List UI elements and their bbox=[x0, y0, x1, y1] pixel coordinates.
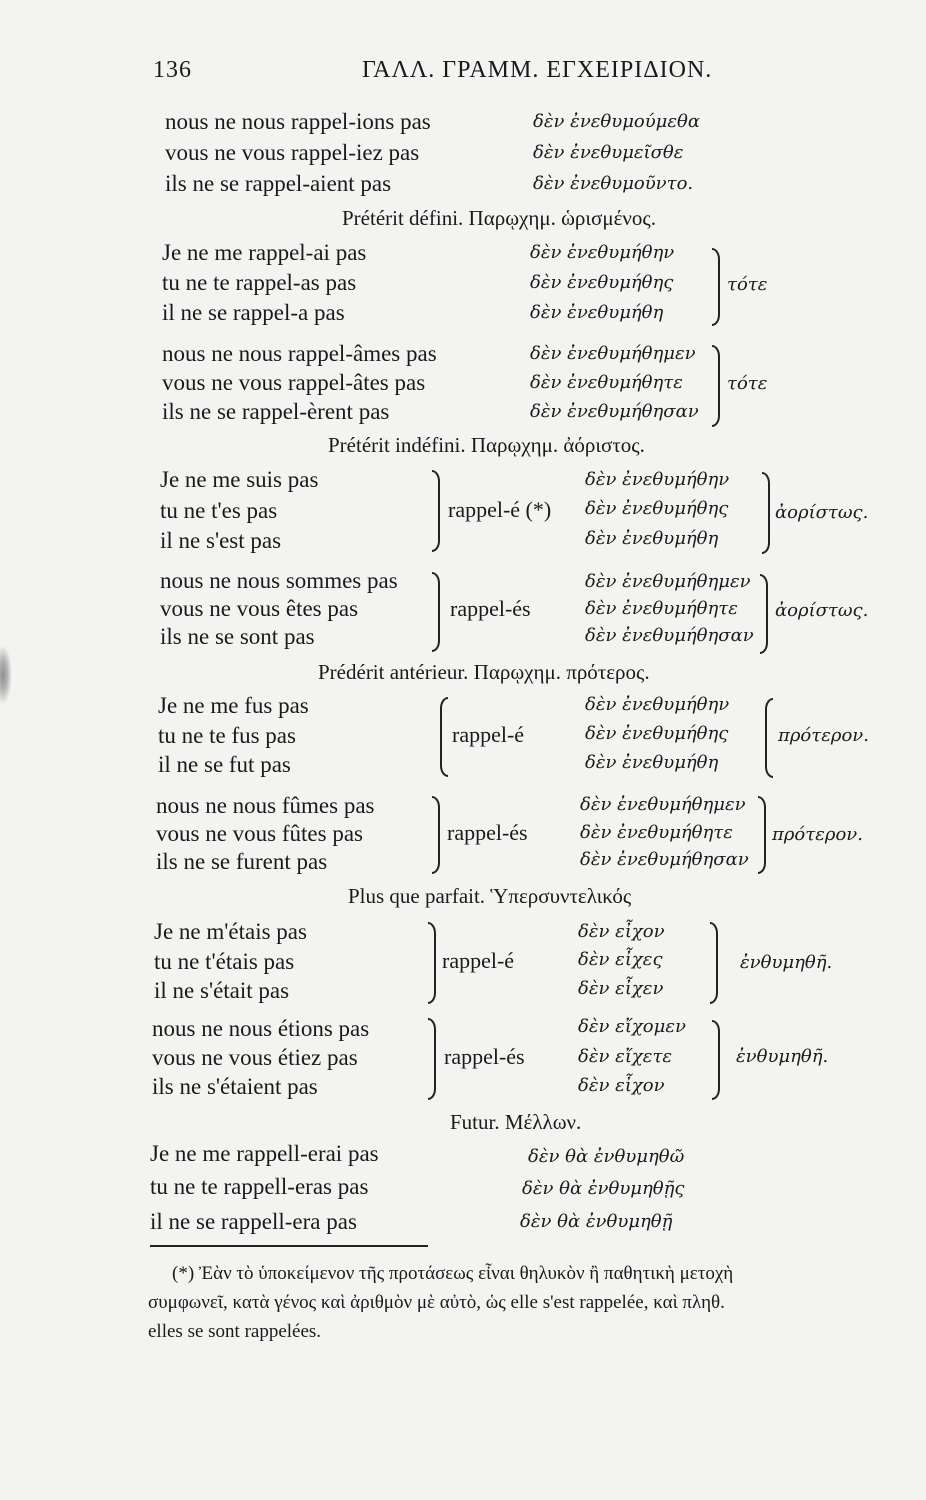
gr-line: δὲν εἴχετε bbox=[578, 1046, 673, 1067]
gr-line: δὲν ἐνεθυμήθην bbox=[585, 469, 730, 490]
gr-line: δὲν ἐνεθυμήθησαν bbox=[580, 849, 749, 870]
fr-line: nous ne nous rappel-âmes pas bbox=[162, 341, 437, 366]
page-number: 136 bbox=[153, 57, 192, 83]
gr-line: δὲν θὰ ἐνθυμηθῶ bbox=[528, 1146, 685, 1167]
right-brace bbox=[762, 472, 770, 554]
fr-line: tu ne te rappell-eras pas bbox=[150, 1174, 369, 1199]
section-heading: Prédérit antérieur. Παρῳχημ. πρότερος. bbox=[318, 660, 650, 684]
gr-line: δὲν ἐνεθυμήθητε bbox=[580, 822, 733, 843]
fr-line: ils ne se furent pas bbox=[156, 849, 328, 874]
right-brace bbox=[758, 796, 766, 874]
gr-line: δὲν ἐνεθυμήθησαν bbox=[585, 625, 754, 646]
participle: rappel-és bbox=[447, 820, 528, 845]
fr-line: il ne s'est pas bbox=[160, 528, 282, 553]
footnote-rule bbox=[150, 1245, 428, 1247]
running-title: ΓΑΛΛ. ΓΡΑΜΜ. ΕΓΧΕΙΡΙΔΙΟΝ. bbox=[362, 57, 713, 83]
gr-line: δὲν θὰ ἐνθυμηθῇ bbox=[520, 1211, 673, 1232]
gr-line: δὲν ἐνεθυμήθημεν bbox=[580, 794, 746, 815]
right-brace bbox=[428, 922, 436, 1004]
gr-line: δὲν ἐνεθυμεῖσθε bbox=[533, 142, 684, 163]
fr-line: Je ne me rappel-ai pas bbox=[162, 240, 367, 265]
gr-line: δὲν ἐνεθυμούμεθα bbox=[533, 111, 701, 132]
gr-line: δὲν ἐνεθυμοῦντο. bbox=[533, 173, 694, 194]
participle: rappel-és bbox=[444, 1044, 525, 1069]
right-brace bbox=[710, 922, 718, 1004]
adverb: ἐνθυμηθῆ. bbox=[736, 1046, 829, 1067]
fr-line: il ne se fut pas bbox=[158, 752, 291, 777]
gr-line: δὲν ἐνεθυμήθην bbox=[585, 694, 730, 715]
participle: rappel-és bbox=[450, 596, 531, 621]
fr-line: vous ne vous étiez pas bbox=[152, 1045, 358, 1070]
gr-line: δὲν ἐνεθυμήθησαν bbox=[530, 401, 699, 422]
participle: rappel-é bbox=[452, 722, 525, 747]
footnote-line: (*) Ἐὰν τὸ ὑποκείμενον τῆς προτάσεως εἶναι θηλυκὸν ἢ παθητικὴ μετοχὴ bbox=[172, 1263, 734, 1284]
right-brace bbox=[428, 1018, 436, 1100]
fr-line: ils ne se sont pas bbox=[160, 624, 315, 649]
fr-line: il ne s'était pas bbox=[154, 978, 290, 1003]
right-brace bbox=[432, 572, 440, 652]
adverb: τότε bbox=[727, 373, 768, 394]
gr-line: δὲν ἐνεθυμήθης bbox=[530, 272, 674, 293]
left-brace bbox=[765, 698, 773, 778]
fr-line: Je ne me fus pas bbox=[158, 693, 309, 718]
gr-line: δὲν ἐνεθυμήθη bbox=[530, 302, 664, 323]
page-smudge bbox=[0, 645, 12, 705]
adverb: πρότερον. bbox=[772, 824, 863, 845]
fr-line: nous ne nous fûmes pas bbox=[156, 793, 375, 818]
participle: rappel-é bbox=[442, 948, 515, 973]
fr-line: tu ne te fus pas bbox=[158, 723, 296, 748]
fr-line: ils ne s'étaient pas bbox=[152, 1074, 318, 1099]
fr-line: il ne se rappel-a pas bbox=[162, 300, 345, 325]
fr-line: Je ne me rappell-erai pas bbox=[150, 1141, 379, 1166]
fr-line: tu ne te rappel-as pas bbox=[162, 270, 357, 295]
fr-line: vous ne vous fûtes pas bbox=[156, 821, 363, 846]
fr-line: nous ne nous sommes pas bbox=[160, 568, 398, 593]
adverb: πρότερον. bbox=[778, 725, 869, 746]
section-heading: Prétérit indéfini. Παρῳχημ. ἀόριστος. bbox=[328, 433, 645, 457]
fr-line: vous ne vous êtes pas bbox=[160, 596, 359, 621]
gr-line: δὲν ἐνεθυμήθη bbox=[585, 752, 719, 773]
gr-line: δὲν ἐνεθυμήθης bbox=[585, 723, 729, 744]
fr-line: nous ne nous rappel-ions pas bbox=[165, 109, 431, 134]
fr-line: nous ne nous étions pas bbox=[152, 1016, 370, 1041]
gr-line: δὲν εἶχον bbox=[578, 1075, 665, 1096]
section-heading: Futur. Μέλλων. bbox=[450, 1110, 582, 1134]
fr-line: il ne se rappell-era pas bbox=[150, 1209, 357, 1234]
footnote-line: elles se sont rappelées. bbox=[148, 1321, 322, 1342]
adverb: ἐνθυμηθῆ. bbox=[740, 952, 833, 973]
gr-line: δὲν εἴχομεν bbox=[578, 1016, 686, 1037]
gr-line: δὲν ἐνεθυμήθημεν bbox=[585, 571, 751, 592]
gr-line: δὲν ἐνεθυμήθητε bbox=[530, 372, 683, 393]
gr-line: δὲν εἶχον bbox=[578, 921, 665, 942]
adverb: ἀορίστως. bbox=[775, 502, 869, 523]
participle: rappel-é (*) bbox=[448, 497, 552, 522]
gr-line: δὲν ἐνεθυμήθητε bbox=[585, 598, 738, 619]
section-heading: Plus que parfait. Ὑπερσυντελικός bbox=[348, 884, 632, 908]
right-brace bbox=[432, 470, 440, 552]
gr-line: δὲν θὰ ἐνθυμηθῇς bbox=[522, 1178, 685, 1199]
gr-line: δὲν ἐνεθυμήθημεν bbox=[530, 343, 696, 364]
right-brace bbox=[712, 1020, 720, 1100]
fr-line: vous ne vous rappel-iez pas bbox=[165, 140, 420, 165]
gr-line: δὲν εἶχες bbox=[578, 949, 663, 970]
fr-line: tu ne t'es pas bbox=[160, 498, 278, 523]
gr-line: δὲν ἐνεθυμήθη bbox=[585, 528, 719, 549]
gr-line: δὲν ἐνεθυμήθην bbox=[530, 242, 675, 263]
right-brace bbox=[432, 796, 440, 874]
fr-line: vous ne vous rappel-âtes pas bbox=[162, 370, 426, 395]
gr-line: δὲν εἶχεν bbox=[578, 978, 664, 999]
fr-line: ils ne se rappel-èrent pas bbox=[162, 399, 390, 424]
section-heading: Prétérit défini. Παρῳχημ. ὡρισμένος. bbox=[342, 206, 656, 230]
fr-line: tu ne t'étais pas bbox=[154, 949, 295, 974]
adverb: ἀορίστως. bbox=[775, 600, 869, 621]
fr-line: Je ne me suis pas bbox=[160, 467, 319, 492]
right-brace bbox=[760, 574, 768, 654]
footnote-line: συμφωνεῖ, κατὰ γένος καὶ ἀριθμὸν μὲ αὐτὸ, ὡς elle s'est rappelée, καὶ πληθ. bbox=[148, 1292, 725, 1313]
adverb: τότε bbox=[727, 274, 768, 295]
fr-line: ils ne se rappel-aient pas bbox=[165, 171, 392, 196]
left-brace bbox=[440, 697, 448, 777]
right-brace bbox=[712, 248, 720, 326]
right-brace bbox=[712, 345, 720, 427]
fr-line: Je ne m'étais pas bbox=[154, 919, 307, 944]
gr-line: δὲν ἐνεθυμήθης bbox=[585, 498, 729, 519]
